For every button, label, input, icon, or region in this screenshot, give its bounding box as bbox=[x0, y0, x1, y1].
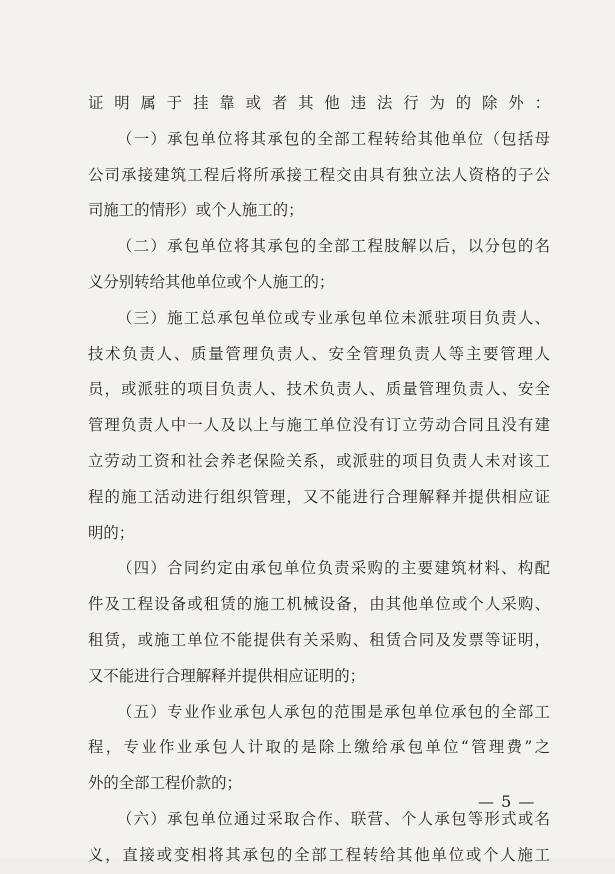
text-line: 证明属于挂靠或者其他违法行为的除外： bbox=[88, 94, 550, 112]
text-line: 义，直接或变相将其承包的全部工程转给其他单位或个人施工 bbox=[88, 845, 550, 864]
text-line: 公司承接建筑工程后将所承接工程交由具有独立法人资格的子公 bbox=[88, 165, 550, 184]
text-line: 又不能进行合理解释并提供相应证明的； bbox=[88, 666, 366, 685]
text-line: （四）合同约定由承包单位负责采购的主要建筑材料、构配 bbox=[117, 559, 550, 578]
text-line: 件及工程设备或租赁的施工机械设备，由其他单位或个人采购、 bbox=[88, 595, 550, 614]
text-line: （一）承包单位将其承包的全部工程转给其他单位（包括母 bbox=[117, 129, 550, 148]
text-line: （二）承包单位将其承包的全部工程肢解以后，以分包的名 bbox=[117, 237, 550, 256]
text-line: （六）承包单位通过采取合作、联营、个人承包等形式或名 bbox=[117, 809, 550, 828]
text-line: （五）专业作业承包人承包的范围是承包单位承包的全部工 bbox=[117, 702, 550, 721]
document-body bbox=[88, 86, 550, 874]
text-line: 立劳动工资和社会养老保险关系，或派驻的项目负责人未对该工 bbox=[88, 451, 550, 470]
text-line: 义分别转给其他单位或个人施工的； bbox=[88, 272, 335, 291]
text-line: 管理负责人中一人及以上与施工单位没有订立劳动合同且没有建 bbox=[88, 416, 550, 435]
text-line: 员，或派驻的项目负责人、技术负责人、质量管理负责人、安全 bbox=[88, 380, 550, 399]
text-line: （三）施工总承包单位或专业承包单位未派驻项目负责人、 bbox=[117, 308, 550, 327]
text-line: 明的； bbox=[88, 523, 135, 542]
text-line: 外的全部工程价款的； bbox=[88, 774, 242, 793]
text-line: 程的施工活动进行组织管理，又不能进行合理解释并提供相应证 bbox=[88, 487, 550, 506]
text-line: 程，专业作业承包人计取的是除上缴给承包单位“管理费”之 bbox=[88, 738, 550, 757]
text-line: 司施工的情形）或个人施工的； bbox=[88, 201, 304, 220]
text-line: 技术负责人、质量管理负责人、安全管理负责人等主要管理人 bbox=[88, 344, 550, 363]
text-line: 租赁，或施工单位不能提供有关采购、租赁合同及发票等证明， bbox=[88, 630, 550, 649]
page-number: — 5 — bbox=[478, 792, 536, 811]
